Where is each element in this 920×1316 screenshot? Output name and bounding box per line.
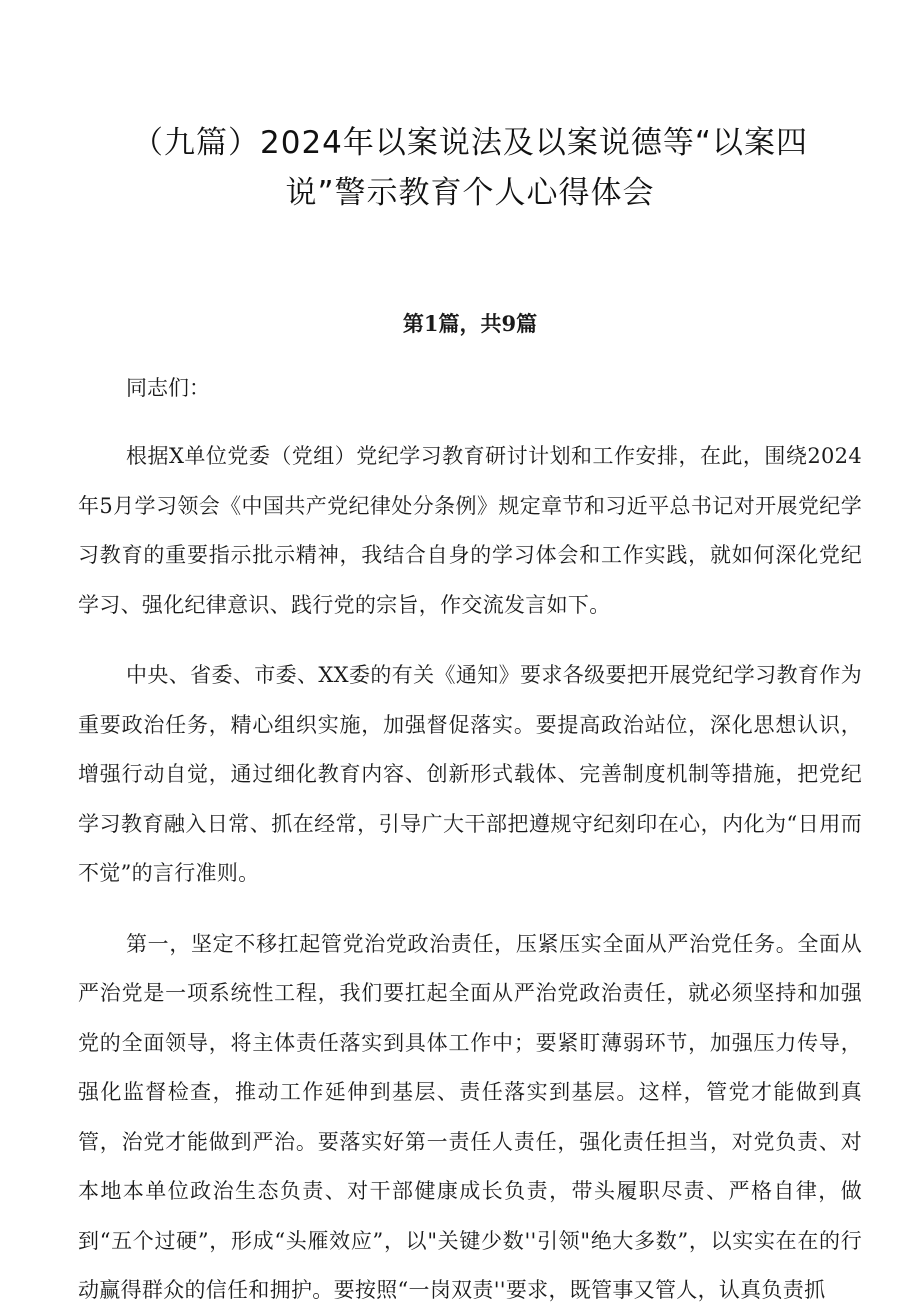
document-title xyxy=(78,0,862,218)
paragraph-3: 第一，坚定不移扛起管党治党政治责任，压紧压实全面从严治党任务。全面从严治党是一项系统性工程，我们要扛起全面从严治党政治责任，就必须坚持和加强党的全面领导，将主体责任落实到具体工作中；要紧盯薄弱环节，加强压力传导，强化监督检查，推动工作延伸到基层、责任落实到基层。这样，管党才能做到真管，治党才能做到严治。要落实好第一责任人责任，强化责任担当，对党负责、对本地本单位政治生态负责、对干部健康成长负责，带头履职尽责、严格自律，做到“五个过硬”，形成“头雁效应”，以"关键少数''引领"绝大多数”，以实实在在的行动赢得群众的信任和拥护。要按照“一岗双责''要求，既管事又管人，认真负责抓 xyxy=(78,931,862,1302)
paragraph-2: 中央、省委、市委、XX委的有关《通知》要求各级要把开展党纪学习教育作为重要政治任务，精心组织实施，加强督促落实。要提高政治站位，深化思想认识，增强行动自觉，通过细化教育内容、创新形式载体、完善制度机制等措施，把党纪学习教育融入日常、抓在经常，引导广大干部把遵规守纪刻印在心，内化为“日用而不觉”的言行准则。 xyxy=(78,663,862,885)
salutation: 同志们： xyxy=(126,376,210,400)
title-line-1: （九篇）2024年以案说法及以案说德等“以案四 xyxy=(132,125,808,161)
title-line-2: 说”警示教育个人心得体会 xyxy=(285,175,655,211)
part-indicator: 第1篇，共9篇 xyxy=(402,311,538,336)
paragraph-1: 根据X单位党委（党组）党纪学习教育研讨计划和工作安排，在此，围绕2024年5月学习领会《中国共产党纪律处分条例》规定章节和习近平总书记对开展党纪学习教育的重要指示批示精神，我结合自身的学习体会和工作实践，就如何深化党纪学习、强化纪律意识、践行党的宗旨，作交流发言如下。 xyxy=(78,444,862,617)
